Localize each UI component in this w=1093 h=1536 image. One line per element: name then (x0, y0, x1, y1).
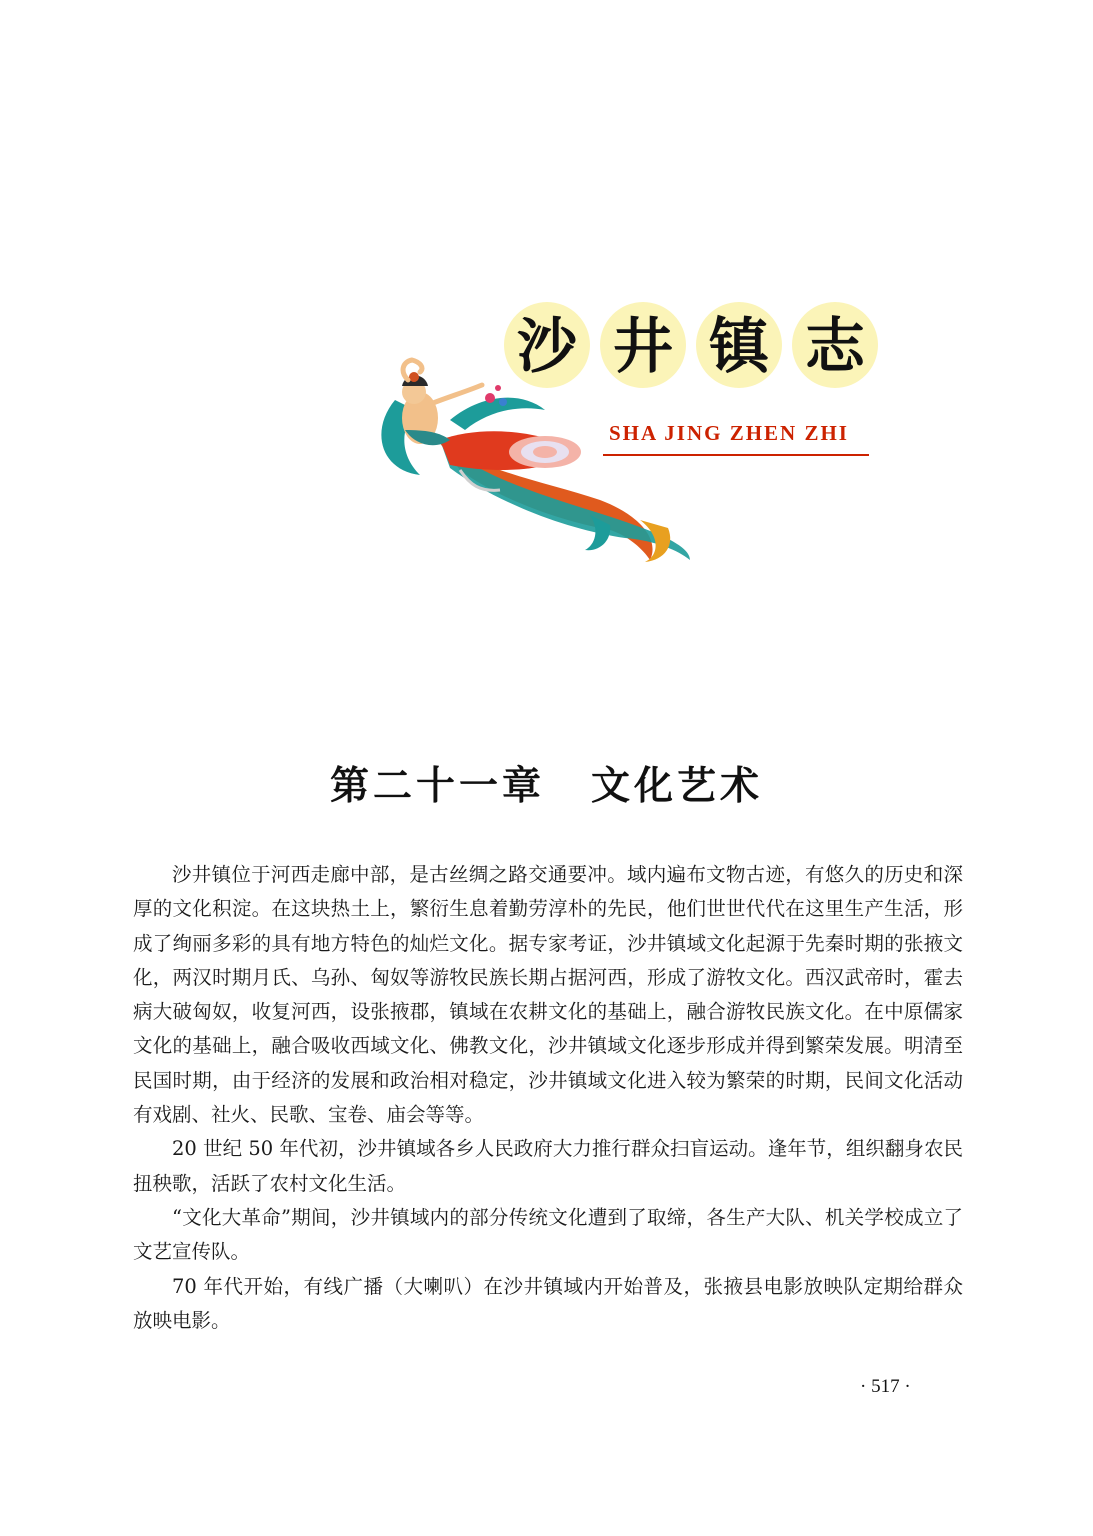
book-title-pinyin: SHA JING ZHEN ZHI (609, 421, 849, 445)
paragraph: 70 年代开始，有线广播（大喇叭）在沙井镇域内开始普及，张掖县电影放映队定期给群众放映电影。 (133, 1274, 963, 1332)
paragraph: 沙井镇位于河西走廊中部，是古丝绸之路交通要冲。域内遍布文物古迹，有悠久的历史和深厚的文化积淀。在这块热土上，繁衍生息着勤劳淳朴的先民，他们世世代代在这里生产生活，形成了绚丽多彩的具有地方特色的灿烂文化。据专家考证，沙井镇域文化起源于先秦时期的张掖文化，两汉时期月氏、乌孙、匈奴等游牧民族长期占据河西，形成了游牧文化。西汉武帝时，霍去病大破匈奴，收复河西，设张掖郡，镇域在农耕文化的基础上，融合游牧民族文化。在中原儒家文化的基础上，融合吸收西域文化、佛教文化，沙井镇域文化逐步形成并得到繁荣发展。明清至民国时期，由于经济的发展和政治相对稳定，沙井镇域文化进入较为繁荣的时期，民间文化活动有戏剧、社火、民歌、宝卷、庙会等等。 (133, 863, 963, 1127)
chapter-name: 文化艺术 (591, 764, 764, 809)
book-title-char: 井 (613, 312, 673, 382)
apsara-illustration (381, 360, 690, 562)
book-title-char: 志 (805, 312, 865, 382)
paragraph: “文化大革命”期间，沙井镇域内的部分传统文化遭到了取缔，各生产大队、机关学校成立了文艺宣传队。 (133, 1205, 963, 1264)
header-emblem (0, 0, 1093, 600)
body-text (133, 858, 963, 1338)
book-title-char: 镇 (709, 312, 769, 382)
book-title-char: 沙 (517, 312, 577, 382)
paragraph: 20 世纪 50 年代初，沙井镇域各乡人民政府大力推行群众扫盲运动。逢年节，组织翻身农民扭秧歌，活跃了农村文化生活。 (133, 1137, 963, 1195)
page-number: · 517 · (860, 1376, 911, 1397)
chapter-title (0, 755, 1093, 811)
chapter-number: 第二十一章 (329, 764, 545, 809)
